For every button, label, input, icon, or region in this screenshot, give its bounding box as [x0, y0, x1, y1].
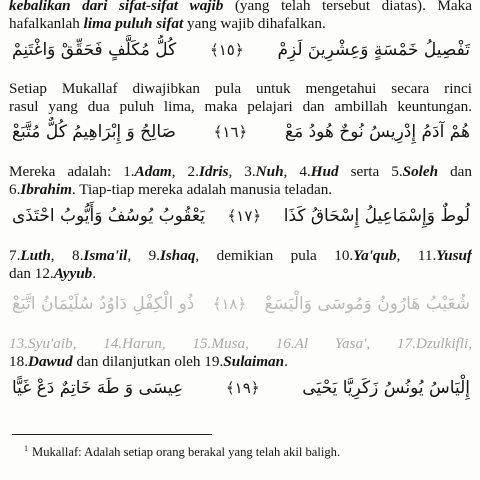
prophet-name: Dawud [27, 353, 73, 370]
prophet-name: Isma'il [83, 247, 128, 264]
text-segment: . [284, 353, 288, 370]
prophet-name: Ibrahim [20, 181, 72, 198]
text-segment: , 3. [228, 163, 256, 180]
prophet-name: Yusuf [436, 247, 472, 264]
prophet-name: Luth [20, 247, 51, 264]
text-segment: , 2. [171, 163, 199, 180]
arabic-verse-16 [12, 117, 470, 147]
translation-line: Setiap Mukallaf diwajibkan pula untuk mengetahui secara rinci [9, 80, 472, 97]
arabic-verse-18 [12, 289, 470, 319]
footnote-text: Mukallaf: Adalah setiap orang berakal yang telah akil baligh. [32, 445, 341, 459]
intro-line-1 [9, 0, 472, 15]
text-segment: , 8. [50, 247, 84, 264]
verse-right-hemistich: لُوطٌ وَإِسْمَاعِيلُ إِسْحَاقُ كَذَا [283, 206, 470, 226]
intro-emphasis: kebalikan dari sifat-sifat wajib [9, 0, 224, 14]
arabic-verse-15 [12, 35, 470, 65]
prophet-name: Ishaq [159, 247, 196, 264]
prophet-name: Ya'qub [353, 247, 397, 264]
prophet-name: Hud [310, 163, 339, 180]
verse-right-hemistich: شُعَيْبُ هَارُونُ وَمُوسَى وَالْيَسَعْ [264, 294, 470, 314]
translation-line [9, 352, 472, 371]
text-segment: . Tiap-tiap mereka adalah manusia teladan. [71, 181, 333, 198]
text-segment: serta 5. [338, 163, 403, 180]
verse-right-hemistich: تَفْصِيلُ خَمْسَةٍ وَعِشْرِينَ لَزِمْ [277, 40, 470, 60]
text-segment: , 11. [396, 247, 437, 264]
prophet-name: Nuh [255, 163, 284, 180]
arabic-verse-17 [12, 201, 470, 231]
text-segment: , 4. [283, 163, 311, 180]
intro-text: (yang telah tersebut diatas). Maka [223, 0, 472, 14]
prophet-name: Soleh [402, 163, 439, 180]
verse-number: ﴿١٩﴾ [225, 379, 260, 397]
prophet-name: Adam [134, 163, 172, 180]
verse-right-hemistich: هُمْ آدَمُ إِدْرِيسُ نُوحٌ هُودُ مَعْ [285, 122, 470, 142]
verse-left-hemistich: صَالِحُ وَ إِبْرَاهِيمُ كُلٌّ مُتَّبَعْ [12, 122, 176, 142]
verse-left-hemistich: ذُو الْكِفْلِ دَاوُدُ سُلَيْمَانُ اتَّبَعْ [12, 294, 195, 314]
translation-line [9, 180, 472, 199]
footnote [24, 441, 472, 460]
text-segment: dan dilanjutkan oleh 19. [72, 353, 224, 370]
verse-number: ﴿١٧﴾ [227, 207, 262, 225]
text-segment: 6. [9, 181, 21, 198]
translation-line: rasul yang dua puluh lima, maka pelajari dan ambillah keuntungan. [9, 98, 472, 115]
intro-line-2 [9, 14, 472, 33]
intro-text: yang wajib dihafalkan. [183, 15, 326, 32]
text-segment: 18. [9, 353, 28, 370]
translation-line [9, 162, 472, 181]
translation-line-faded: 13.Syu'aib, 14.Harun, 15.Musa, 16.Al Yasa', 17.Dzulkifli, [9, 335, 472, 352]
footnote-marker: 1 [24, 444, 28, 453]
translation-line [9, 246, 472, 265]
verse-number: ﴿١٦﴾ [213, 123, 248, 141]
text-segment: 7. [9, 247, 21, 264]
verse-left-hemistich: يَعْقُوبُ يُوسُفُ وَأَيُّوبُ احْتَذَى [12, 206, 205, 226]
arabic-verse-19 [12, 373, 470, 403]
intro-emphasis: lima puluh sifat [83, 15, 184, 32]
text-segment: , demikian pula 10. [195, 247, 354, 264]
verse-right-hemistich: إِلْيَاسُ يُونُسُ زَكَرِيَّا يَحْيَى [302, 378, 470, 398]
prophet-name: Ayyub [53, 265, 93, 282]
text-segment: , 9. [127, 247, 160, 264]
verse-number: ﴿١٨﴾ [212, 295, 247, 313]
prophet-name: Sulaiman [223, 353, 285, 370]
text-segment: dan 12. [9, 265, 54, 282]
verse-left-hemistich: عِيسَى وَ طَهَ خَاتِمٌ دَعْ غَيًّا [12, 378, 184, 398]
translation-line [9, 264, 472, 283]
prophet-name: Idris [198, 163, 229, 180]
footnote-divider [12, 434, 212, 435]
text-segment: Mereka adalah: 1. [9, 163, 135, 180]
text-segment: dan [438, 163, 472, 180]
text-segment: . [92, 265, 97, 282]
intro-text: hafalkanlah [9, 15, 84, 32]
verse-number: ﴿١٥﴾ [209, 41, 244, 59]
verse-left-hemistich: كُلُّ مُكَلَّفٍ فَحَقِّقْ وَاغْتَنِمْ [12, 40, 177, 60]
